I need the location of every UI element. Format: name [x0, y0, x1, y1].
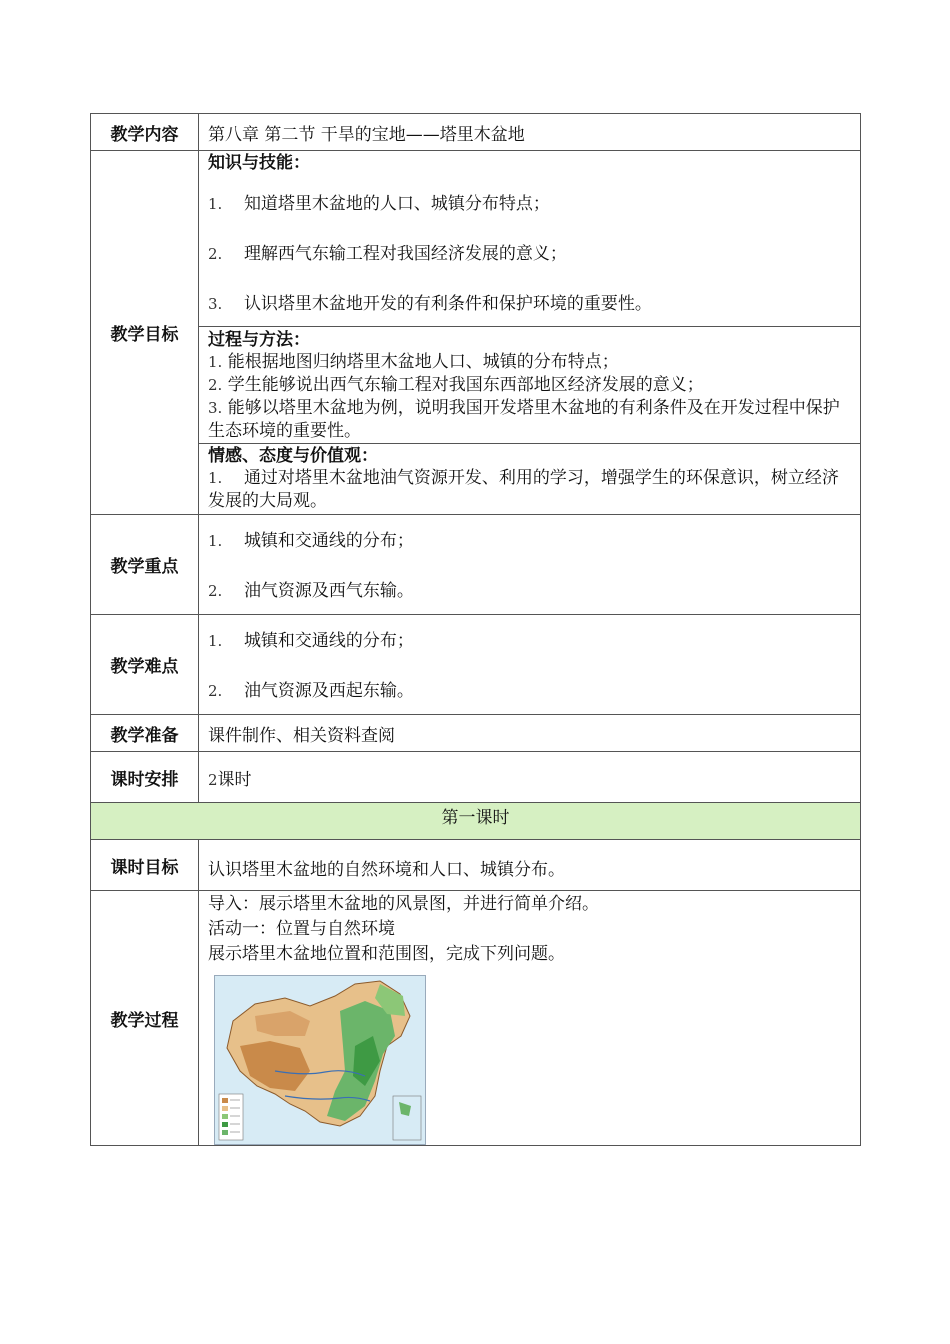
row-schedule	[91, 752, 861, 803]
knowledge-title: 知识与技能：	[208, 153, 310, 173]
emotion-title: 情感、态度与价值观：	[208, 446, 378, 466]
difficulty-1: 1. 城镇和交通线的分布；	[208, 631, 414, 651]
lesson-banner: 第一课时	[91, 803, 861, 840]
label-difficulties: 教学难点	[91, 615, 199, 715]
preparation-value: 课件制作、相关资料查阅	[199, 715, 861, 752]
difficulties-cell	[199, 615, 861, 715]
china-topographic-map-icon	[214, 975, 426, 1145]
key-point-1: 1. 城镇和交通线的分布；	[208, 531, 414, 551]
goals-process-cell	[199, 327, 861, 444]
label-key-points: 教学重点	[91, 515, 199, 615]
process-title: 过程与方法：	[208, 330, 310, 350]
process-line-1: 导入：展示塔里木盆地的风景图，并进行简单介绍。	[208, 894, 599, 914]
row-goals-process	[91, 327, 861, 444]
knowledge-item-2: 2. 理解西气东输工程对我国经济发展的意义；	[208, 244, 567, 264]
row-goals-emotion	[91, 444, 861, 515]
row-preparation	[91, 715, 861, 752]
row-process-section	[91, 891, 861, 1146]
label-goals: 教学目标	[91, 151, 199, 515]
knowledge-item-1: 1. 知道塔里木盆地的人口、城镇分布特点；	[208, 194, 550, 214]
lesson-goal-value: 认识塔里木盆地的自然环境和人口、城镇分布。	[199, 840, 861, 891]
emotion-item-1: 1. 通过对塔里木盆地油气资源开发、利用的学习，增强学生的环保意识，树立经济发展的大局观。	[208, 468, 839, 511]
row-content	[91, 114, 861, 151]
row-goals-knowledge	[91, 151, 861, 327]
process-line-3: 展示塔里木盆地位置和范围图，完成下列问题。	[208, 944, 565, 964]
label-schedule: 课时安排	[91, 752, 199, 803]
process-line-2: 活动一：位置与自然环境	[208, 919, 395, 939]
key-point-2: 2. 油气资源及西气东输。	[208, 581, 414, 601]
goals-emotion-cell	[199, 444, 861, 515]
key-points-cell	[199, 515, 861, 615]
process-section-cell	[199, 891, 861, 1146]
row-lesson-banner	[91, 803, 861, 840]
label-lesson-goal: 课时目标	[91, 840, 199, 891]
row-lesson-goal	[91, 840, 861, 891]
row-difficulties	[91, 615, 861, 715]
goals-knowledge-cell	[199, 151, 861, 327]
difficulty-2: 2. 油气资源及西起东输。	[208, 681, 414, 701]
label-content: 教学内容	[91, 114, 199, 151]
process-item-1: 1. 能根据地图归纳塔里木盆地人口、城镇的分布特点；	[208, 352, 619, 372]
label-process-section: 教学过程	[91, 891, 199, 1146]
lesson-plan-table	[90, 113, 861, 1146]
knowledge-item-3: 3. 认识塔里木盆地开发的有利条件和保护环境的重要性。	[208, 294, 652, 314]
row-key-points	[91, 515, 861, 615]
process-item-3: 3. 能够以塔里木盆地为例，说明我国开发塔里木盆地的有利条件及在开发过程中保护生态环境的重要性。	[208, 398, 840, 441]
schedule-value: 2课时	[199, 752, 861, 803]
content-value: 第八章 第二节 干旱的宝地——塔里木盆地	[199, 114, 861, 151]
process-item-2: 2. 学生能够说出西气东输工程对我国东西部地区经济发展的意义；	[208, 375, 704, 395]
label-preparation: 教学准备	[91, 715, 199, 752]
